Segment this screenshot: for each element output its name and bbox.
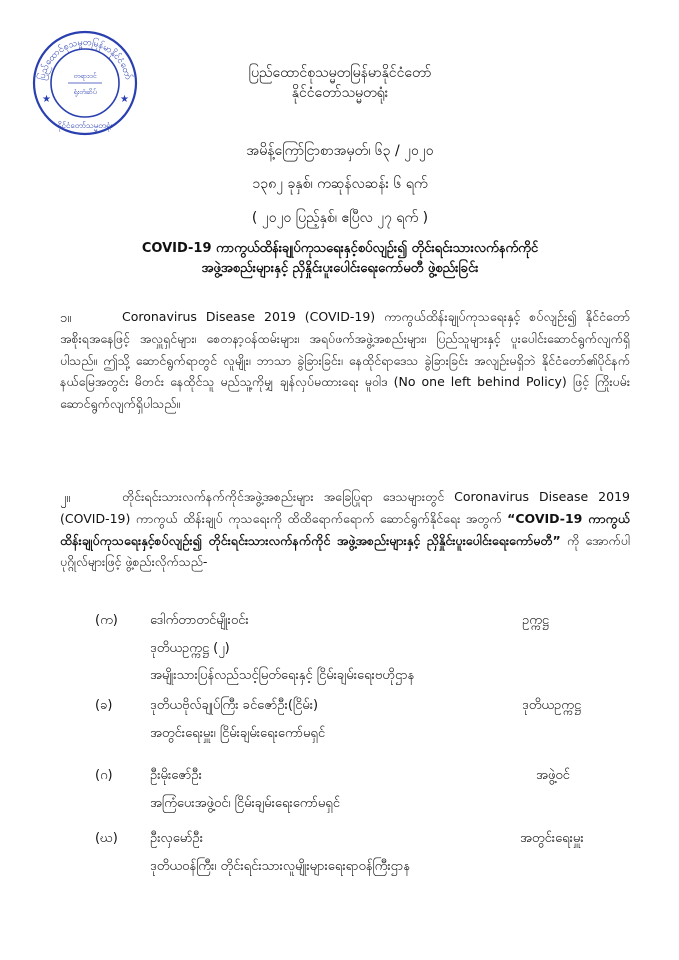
- member-3-number: (ဂ): [95, 768, 113, 783]
- member-3-role: အဖွဲ့ဝင်: [536, 768, 570, 783]
- svg-text:တရားဝင်: တရားဝင်: [73, 72, 97, 80]
- member-2-name: ဒုတိယဗိုလ်ချုပ်ကြီး ခင်ဇော်ဦး(ငြိမ်း): [150, 698, 319, 713]
- office-seal: [30, 28, 140, 138]
- date-myanmar: ၁၃၈၂ ခုနှစ်၊ ကဆုန်လဆန်း ၆ ရက်: [252, 176, 428, 192]
- date-gregorian: ( ၂၀၂၀ ပြည့်နှစ်၊ ဧပြီလ ၂၇ ရက် ): [251, 210, 429, 226]
- para2-number: ၂။: [60, 491, 71, 506]
- para2-text-b: ကို အောက်ပါပုဂ္ဂိုလ်များဖြင့် ဖွဲ့စည်းလိုက်သည်-: [60, 532, 630, 570]
- para1-text: Coronavirus Disease 2019 (COVID-19) ကာကွယ်ထိန်းချုပ်ကုသရေးနှင့် စပ်လျဉ်း၍ နိုင်ငံတော် အစိုးရအနေဖြင့် အလှူရှင်များ၊ စေတနာ့ဝန်ထမ်းများ၊ အရပ်ဖက်အဖွဲ့အစည်းများ၊ ပြည်သူများနှင့် ပူးပေါင်းဆောင်ရွက်လျက်ရှိပါသည်။ ဤသို့ ဆောင်ရွက်ရာတွင် လူမျိုး၊ ဘာသာ ခွဲခြားခြင်း၊ နေထိုင်ရာဒေသ ခွဲခြားခြင်း အလျဉ်းမရှိဘဲ နိုင်ငံတော်၏ပိုင်နက်နယ်မြေအတွင်း မိတင်း နေထိုင်သူ မည်သူ့ကိုမျှ ချန်လှပ်မထားရေး မူဝါဒ (No one left behind Policy) ဖြင့် ကြိုးပမ်း ဆောင်ရွက်လျက်ရှိပါသည်။: [60, 309, 630, 412]
- header-office: နိုင်ငံတော်သမ္မတရုံး: [291, 85, 389, 101]
- svg-text:ပြည်ထောင်စုသမ္မတမြန်မာနိုင်ငံတ: ပြည်ထောင်စုသမ္မတမြန်မာနိုင်ငံတော်: [37, 37, 134, 82]
- member-3-name: ဦးမိုးဇော်ဦး: [150, 768, 202, 783]
- member-1-name: ဒေါက်တာတင်မျိုးဝင်း: [150, 613, 249, 628]
- title-line-2: အဖွဲ့အစည်းများနှင့် ညှိနှိုင်းပူးပေါင်းရေးကော်မတီ ဖွဲ့စည်းခြင်း: [201, 261, 479, 276]
- seal-star-left: ★: [42, 94, 51, 105]
- member-4-name: ဦးလှမော်ဦး: [150, 831, 204, 846]
- member-4-number: (ဃ): [95, 831, 118, 846]
- member-1-number: (က): [95, 613, 118, 628]
- member-1-title: ဒုတိယဥက္ကဋ္ဌ (၂): [150, 641, 230, 656]
- svg-text:ရုံးတံဆိပ်: ရုံးတံဆိပ်: [73, 88, 97, 96]
- member-4-role: အတွင်းရေးမှူး: [520, 831, 584, 846]
- para1-number: ၁။: [60, 311, 72, 326]
- order-number: အမိန့်ကြော်ငြာစာအမှတ်၊ ၆၃ / ၂၀၂၀: [246, 143, 434, 159]
- member-4-title: ဒုတိယဝန်ကြီး၊ တိုင်းရင်းသားလူမျိုးများရေးရာဝန်ကြီးဌာန: [150, 859, 410, 874]
- seal-star-right: ★: [120, 94, 129, 105]
- member-1-dept: အမျိုးသားပြန်လည်သင့်မြတ်ရေးနှင့် ငြိမ်းချမ်းရေးဗဟိုဌာန: [150, 668, 415, 683]
- member-3-title: အကြံပေးအဖွဲ့ဝင်၊ ငြိမ်းချမ်းရေးကော်မရှင်: [150, 796, 340, 811]
- member-2-number: (ခ): [95, 698, 113, 713]
- title-line-1: COVID-19 ကာကွယ်ထိန်းချုပ်ကုသရေးနှင့်စပ်လျဉ်း၍ တိုင်းရင်းသားလက်နက်ကိုင်: [141, 241, 539, 256]
- member-2-title: အတွင်းရေးမှူး၊ ငြိမ်းချမ်းရေးကော်မရှင်: [150, 726, 326, 741]
- header-country: ပြည်ထောင်စုသမ္မတမြန်မာနိုင်ငံတော်: [248, 65, 432, 81]
- svg-text:နိုင်ငံတော်သမ္မတရုံး: နိုင်ငံတော်သမ္မတရုံး: [57, 121, 113, 130]
- para2-committee-name: “COVID-19 ကာကွယ်ထိန်းချုပ်ကုသရေးနှင့်စပ်လျဉ်း၍ တိုင်းရင်းသားလက်နက်ကိုင် အဖွဲ့အစည်းများနှင့် ညှိနှိုင်းပူးပေါင်းရေးကော်မတီ”: [60, 510, 630, 548]
- member-2-role: ဒုတိယဥက္ကဋ္ဌ: [522, 698, 582, 713]
- member-1-role: ဥက္ကဋ္ဌ: [522, 613, 549, 628]
- para2-text-a: တိုင်းရင်းသားလက်နက်ကိုင်အဖွဲ့အစည်းများ အခြေပြုရာ ဒေသများတွင် Coronavirus Disease 2019 (COVID-19) ကာကွယ် ထိန်းချုပ် ကုသရေးကို ထိထိရောက်ရောက် ဆောင်ရွက်နိုင်ရေး အတွက်: [60, 489, 630, 526]
- para2-text: [60, 486, 630, 573]
